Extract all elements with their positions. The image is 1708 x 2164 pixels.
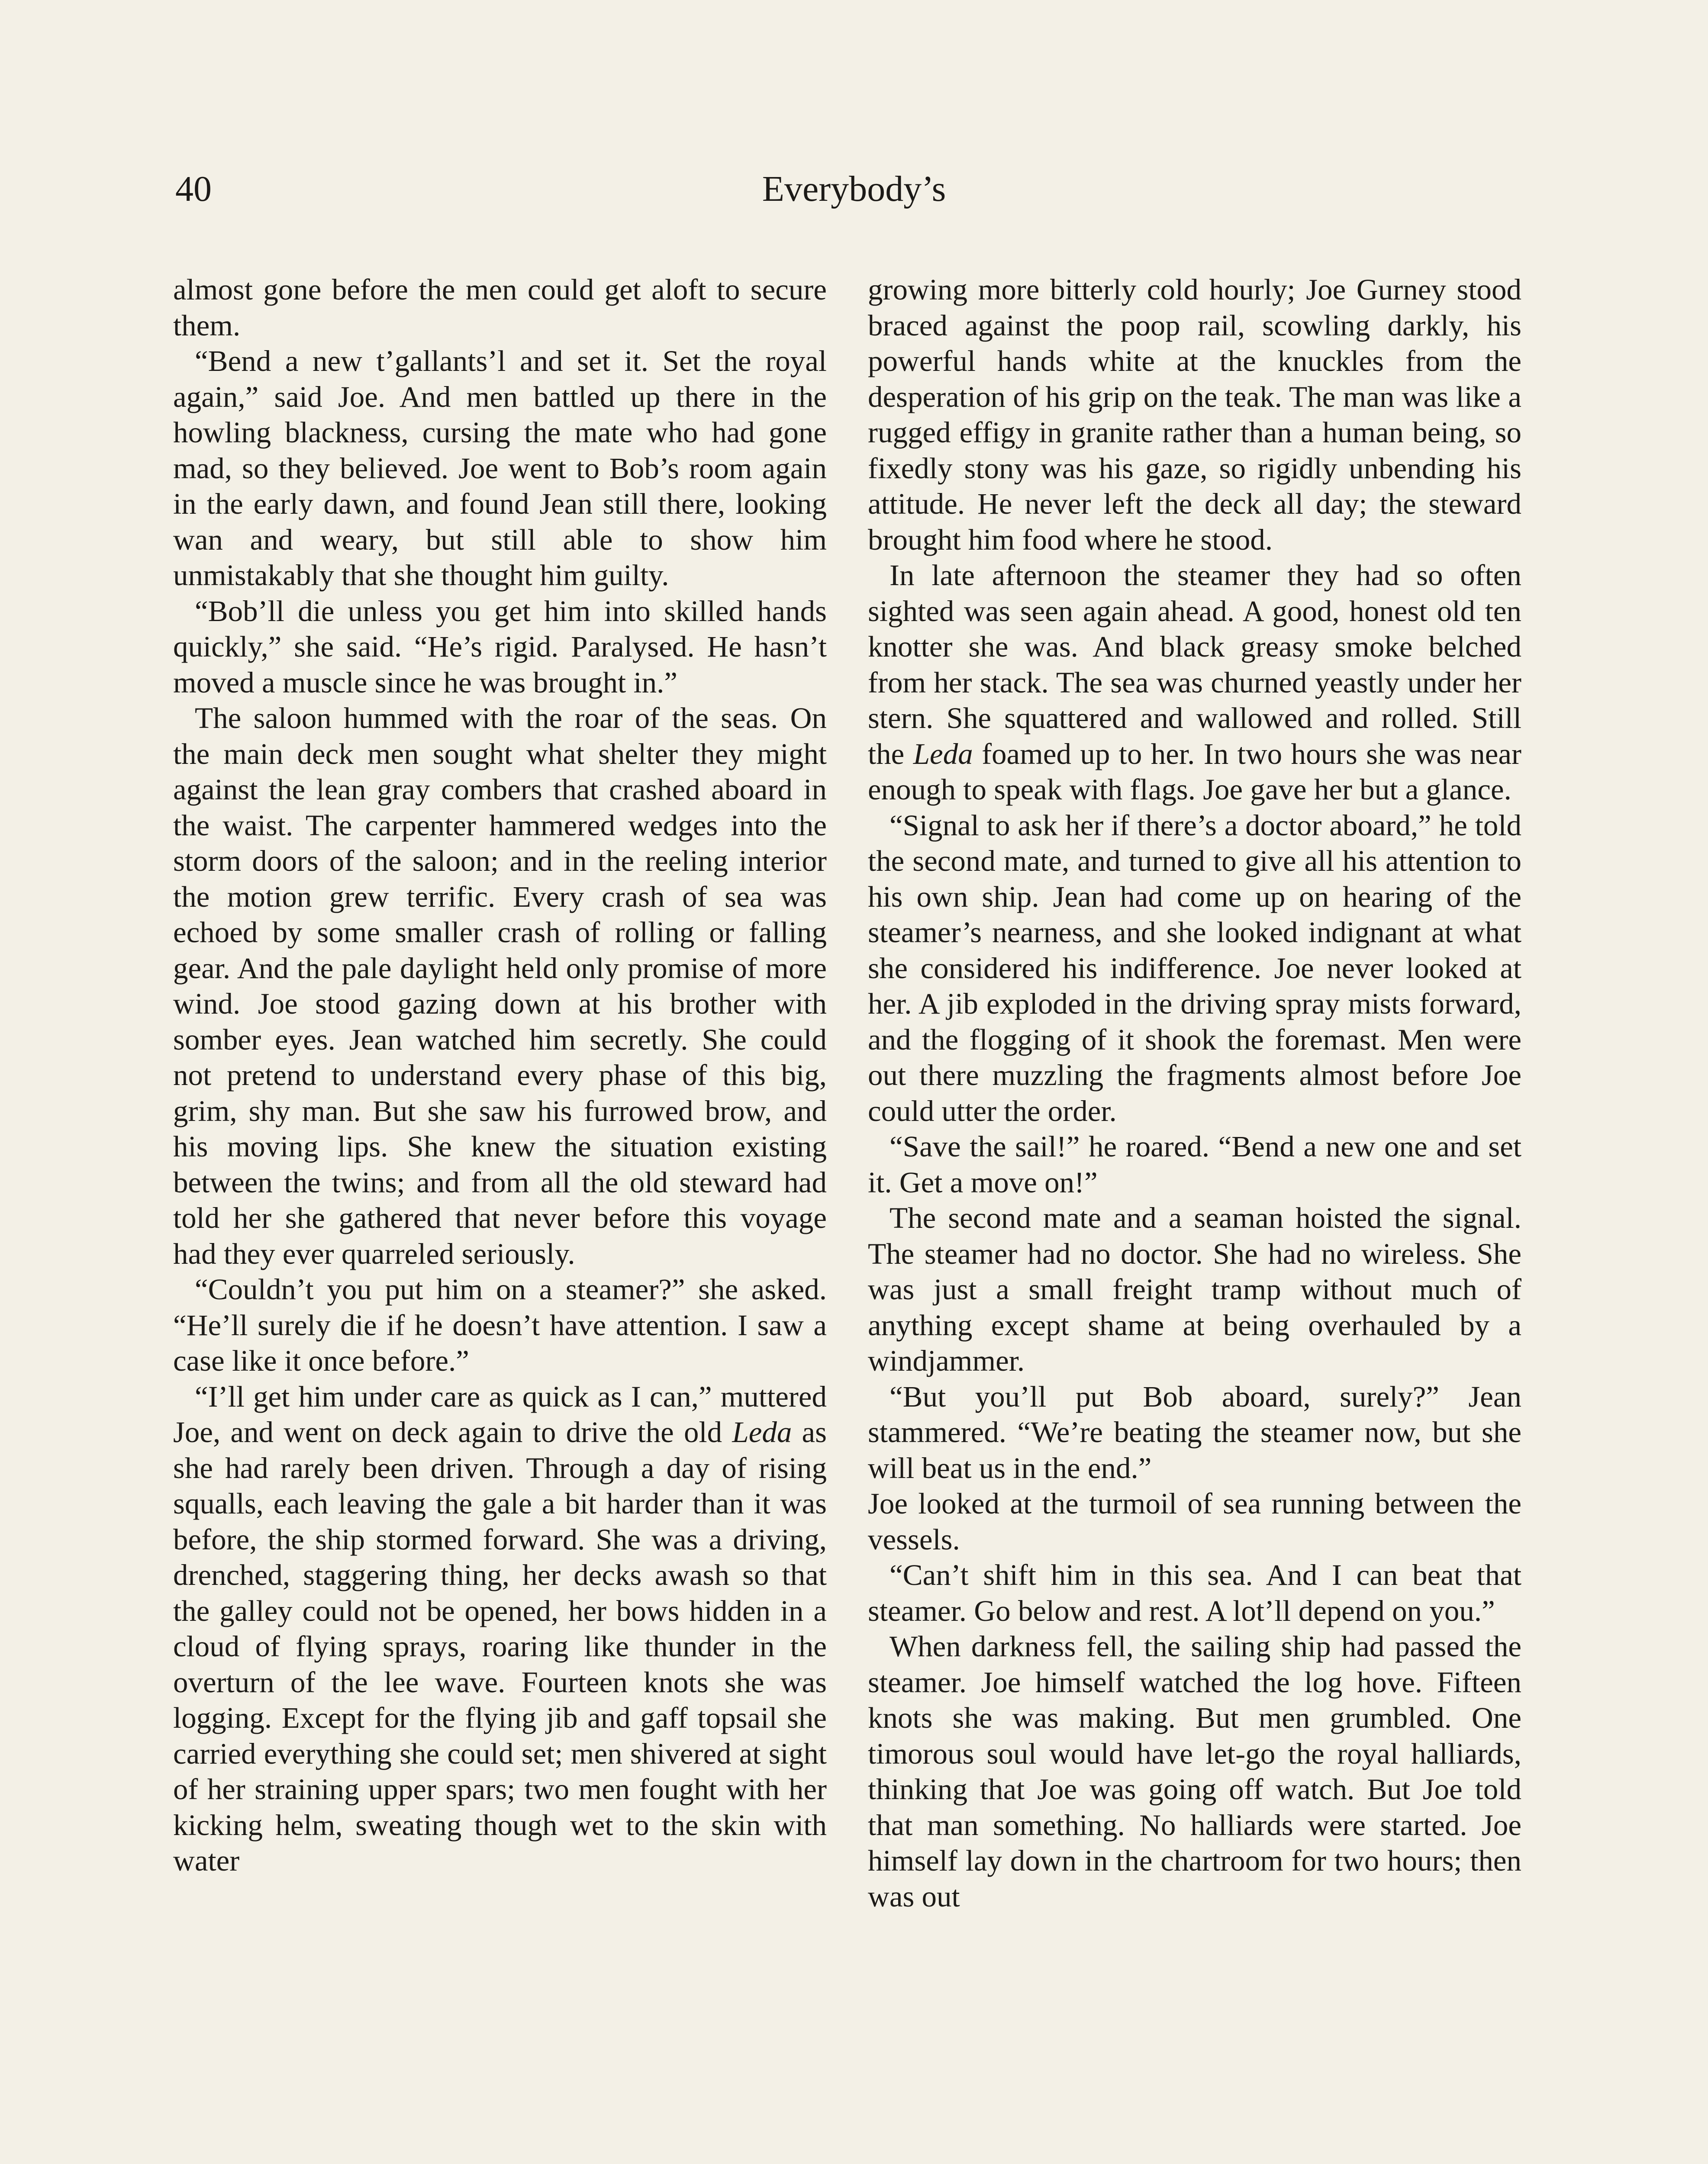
paragraph: almost gone before the men could get aloft to secure them. [173,273,827,342]
paragraph: When darkness fell, the sailing ship had passed the steamer. Joe himself watched the log hove. Fifteen knots she was making. But men grumbled. One timorous soul would have let-go the royal halliards, thinking that Joe was going off watch. But Joe told that man something. No halliards were started. Joe himself lay down in the chartroom for two hours; then was out [868,1630,1521,1913]
paragraph: Joe looked at the turmoil of sea running between the vessels. [868,1487,1521,1556]
paragraph: The second mate and a seaman hoisted the signal. The steamer had no doctor. She had no wireless. She was just a small freight tramp without much of anything except shame at being overhauled by a windjammer. [868,1201,1521,1377]
paragraph: “Bend a new t’gallants’l and set it. Set the royal again,” said Joe. And men battled up there in the howling blackness, cursing the mate who had gone mad, so they believed. Joe went to Bob’s room again in the early dawn, and found Jean still there, looking wan and weary, but still able to show him unmistakably that she thought him guilty. [173,345,827,592]
paragraph: The saloon hummed with the roar of the seas. On the main deck men sought what shelter they might against the lean gray combers that crashed aboard in the waist. The carpenter hammered wedges into the storm doors of the saloon; and in the reeling interior the motion grew terrific. Every crash of sea was echoed by some smaller crash of rolling or falling gear. And the pale daylight held only promise of more wind. Joe stood gazing down at his brother with somber eyes. Jean watched him secretly. She could not pretend to understand every phase of this big, grim, shy man. But she saw his furrowed brow, and his moving lips. She knew the situation existing between the twins; and from all the old steward had told her she gathered that never before this voyage had they ever quarreled seriously. [173,702,827,1270]
paragraph: “I’ll get him under care as quick as I can,” muttered Joe, and went on deck again to drive the old Leda as she had rarely been driven. Through a day of rising squalls, each leaving the gale a bit harder than it was before, the ship stormed forward. She was a driving, drenched, staggering thing, her decks awash so that the galley could not be opened, her bows hidden in a cloud of flying sprays, roaring like thunder in the overturn of the lee wave. Fourteen knots she was logging. Except for the flying jib and gaff topsail she carried everything she could set; men shivered at sight of her straining upper spars; two men fought with her kicking helm, sweating though wet to the skin with water [173,1380,827,1877]
paragraph: “Bob’ll die unless you get him into skilled hands quickly,” she said. “He’s rigid. Paralysed. He hasn’t moved a muscle since he was brought in.” [173,594,827,699]
paragraph: “Can’t shift him in this sea. And I can beat that steamer. Go below and rest. A lot’ll depend on you.” [868,1559,1521,1627]
paragraph: “Save the sail!” he roared. “Bend a new one and set it. Get a move on!” [868,1130,1521,1199]
left-column [173,272,827,2164]
right-column [868,272,1521,2164]
paragraph: growing more bitterly cold hourly; Joe Gurney stood braced against the poop rail, scowling darkly, his powerful hands white at the knuckles from the desperation of his grip on the teak. The man was like a rugged effigy in granite rather than a human being, so fixedly stony was his gaze, so rigidly unbending his attitude. He never left the deck all day; the steward brought him food where he stood. [868,273,1521,556]
paragraph: “Signal to ask her if there’s a doctor aboard,” he told the second mate, and turned to give all his attention to his own ship. Jean had come up on hearing of the steamer’s nearness, and she looked indignant at what she considered his indifference. Joe never looked at her. A jib exploded in the driving spray mists forward, and the flogging of it shook the foremast. Men were out there muzzling the fragments almost before Joe could utter the order. [868,808,1521,1127]
paragraph: “But you’ll put Bob aboard, surely?” Jean stammered. “We’re beating the steamer now, but she will beat us in the end.” [868,1380,1521,1485]
page-number: 40 [175,169,212,209]
running-head: Everybody’s [762,169,946,209]
paragraph: In late afternoon the steamer they had so often sighted was seen again ahead. A good, honest old ten knotter she was. And black greasy smoke belched from her stack. The sea was churned yeastly under her stern. She squattered and wallowed and rolled. Still the Leda foamed up to her. In two hours she was near enough to speak with flags. Joe gave her but a glance. [868,559,1522,806]
paragraph: “Couldn’t you put him on a steamer?” she asked. “He’ll surely die if he doesn’t have attention. I saw a case like it once before.” [173,1273,827,1377]
